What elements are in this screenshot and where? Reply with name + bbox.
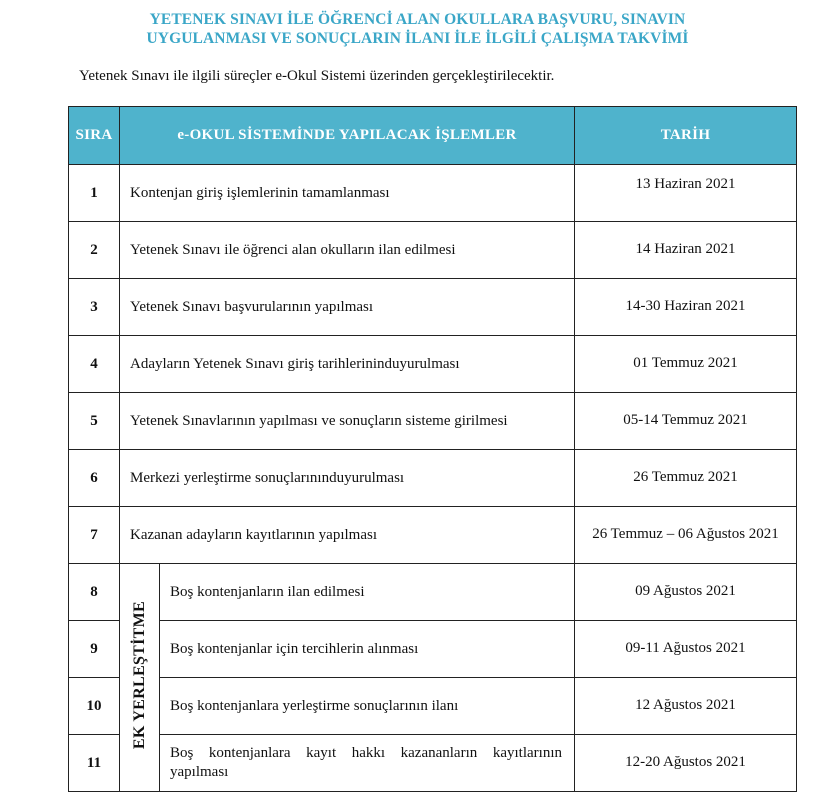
table-row — [69, 621, 797, 678]
table-row — [69, 450, 797, 507]
header-tarih: TARİH — [575, 107, 797, 165]
row-date: 26 Temmuz 2021 — [575, 450, 797, 507]
row-date: 09-11 Ağustos 2021 — [575, 621, 797, 678]
row-date: 13 Haziran 2021 — [575, 165, 797, 222]
ek-yerlestirme-label: EK YERLEŞTİTME — [130, 600, 148, 750]
row-number: 4 — [69, 336, 120, 393]
table-row — [69, 336, 797, 393]
row-operation: Boş kontenjanlara yerleştirme sonuçlarının ilanı — [160, 678, 575, 735]
row-date: 26 Temmuz – 06 Ağustos 2021 — [575, 507, 797, 564]
title-line-1: YETENEK SINAVI İLE ÖĞRENCİ ALAN OKULLARA BAŞVURU, SINAVIN — [149, 11, 686, 28]
page-title — [0, 10, 835, 48]
schedule-table — [68, 106, 797, 792]
row-operation: Boş kontenjanlar için tercihlerin alınması — [160, 621, 575, 678]
table-row — [69, 279, 797, 336]
table-row — [69, 507, 797, 564]
row-number: 5 — [69, 393, 120, 450]
row-number: 1 — [69, 165, 120, 222]
row-number: 7 — [69, 507, 120, 564]
row-date: 12-20 Ağustos 2021 — [575, 735, 797, 792]
table-row — [69, 165, 797, 222]
title-line-2: UYGULANMASI VE SONUÇLARIN İLANI İLE İLGİLİ ÇALIŞMA TAKVİMİ — [146, 30, 689, 47]
row-operation: Boş kontenjanlara kayıt hakkı kazananların kayıtlarının yapılması — [160, 735, 575, 792]
row-operation: Merkezi yerleştirme sonuçlarınınduyurulması — [120, 450, 575, 507]
table-row — [69, 735, 797, 792]
row-date: 05-14 Temmuz 2021 — [575, 393, 797, 450]
row-date: 09 Ağustos 2021 — [575, 564, 797, 621]
row-number: 6 — [69, 450, 120, 507]
row-operation: Yetenek Sınavı ile öğrenci alan okulların ilan edilmesi — [120, 222, 575, 279]
row-operation: Yetenek Sınavı başvurularının yapılması — [120, 279, 575, 336]
table-row — [69, 393, 797, 450]
header-islemler: e-OKUL SİSTEMİNDE YAPILACAK İŞLEMLER — [120, 107, 575, 165]
row-operation: Kazanan adayların kayıtlarının yapılması — [120, 507, 575, 564]
table-row — [69, 222, 797, 279]
table-header-row — [69, 107, 797, 165]
row-operation: Kontenjan giriş işlemlerinin tamamlanması — [120, 165, 575, 222]
row-number: 9 — [69, 621, 120, 678]
intro-text: Yetenek Sınavı ile ilgili süreçler e-Okul Sistemi üzerinden gerçekleştirilecektir. — [79, 68, 555, 84]
row-date: 12 Ağustos 2021 — [575, 678, 797, 735]
row-operation: Yetenek Sınavlarının yapılması ve sonuçların sisteme girilmesi — [120, 393, 575, 450]
row-number: 8 — [69, 564, 120, 621]
ek-yerlestirme-label-cell — [120, 564, 160, 792]
row-number: 3 — [69, 279, 120, 336]
row-number: 11 — [69, 735, 120, 792]
table-row — [69, 564, 797, 621]
table-row — [69, 678, 797, 735]
row-date: 14 Haziran 2021 — [575, 222, 797, 279]
row-date: 14-30 Haziran 2021 — [575, 279, 797, 336]
row-number: 10 — [69, 678, 120, 735]
row-date: 01 Temmuz 2021 — [575, 336, 797, 393]
header-sira: SIRA — [69, 107, 120, 165]
row-number: 2 — [69, 222, 120, 279]
row-operation: Boş kontenjanların ilan edilmesi — [160, 564, 575, 621]
row-operation: Adayların Yetenek Sınavı giriş tarihlerininduyurulması — [120, 336, 575, 393]
